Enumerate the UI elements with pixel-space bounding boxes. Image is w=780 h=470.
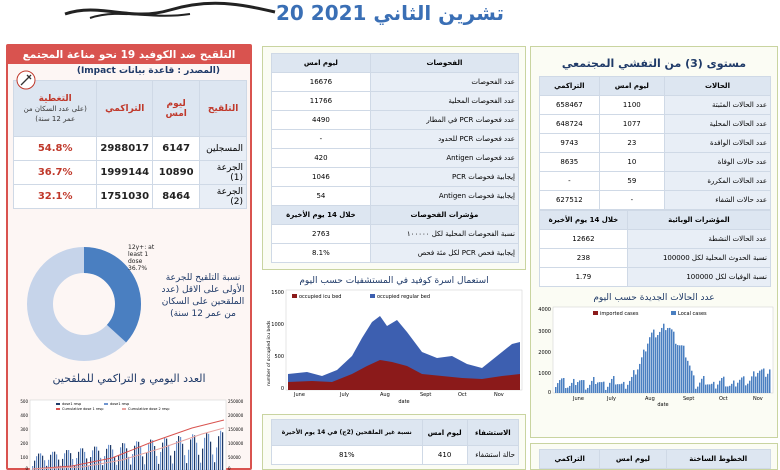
- cases-bar: [695, 389, 697, 393]
- vaccination-bar: [148, 444, 149, 470]
- cases-bar: [697, 387, 699, 393]
- cases-bar: [577, 382, 579, 393]
- cases-bar: [667, 328, 669, 393]
- cases-chart: [531, 303, 779, 407]
- table-row: الجرعة (1) 10890 1999144 36.7%: [14, 161, 247, 185]
- cases-bar: [583, 380, 585, 393]
- cases-bar: [595, 384, 597, 393]
- table-row: عدد الفحوصات 16676: [272, 73, 519, 92]
- vaccination-bar: [156, 456, 157, 470]
- vaccination-bar: [146, 453, 147, 470]
- cases-bar: [623, 382, 625, 393]
- vaccination-bar: [138, 442, 139, 470]
- legend-imported: imported cases: [600, 311, 639, 317]
- cases-bar: [755, 377, 757, 393]
- cases-bar: [747, 384, 749, 393]
- table-row: نسبة الحدوث المحلية لكل 100000 238: [540, 249, 771, 268]
- cases-bar: [555, 387, 557, 393]
- daily-right-tick: 100000: [228, 441, 244, 446]
- legend-local: Local cases: [678, 311, 707, 317]
- cases-bar: [639, 364, 641, 393]
- cases-bar: [767, 374, 769, 393]
- cases-bar: [735, 386, 737, 393]
- daily-left-tick: 500: [20, 399, 28, 404]
- cases-bar: [729, 386, 731, 393]
- donut-label: 12y+: at least 1 dose 36.7%: [128, 244, 155, 272]
- vaccination-bar: [168, 445, 169, 470]
- hospital-month: July: [340, 392, 349, 398]
- vaccination-bar: [178, 436, 179, 470]
- daily-right-tick: 0: [228, 466, 231, 470]
- cases-ytick: 1000: [538, 371, 551, 377]
- vaccination-bar: [172, 464, 173, 470]
- legend-imported-swatch: [593, 311, 598, 315]
- legend-regular: occupied regular bed: [377, 294, 431, 300]
- legend-regular-swatch: [370, 294, 375, 298]
- daily-left-tick: 200: [20, 441, 28, 446]
- vaccination-bar: [102, 465, 103, 470]
- vaccination-bar: [128, 457, 129, 470]
- table-row: عدد حالات الوفاة 10 8635: [540, 153, 771, 172]
- table-row: عدد الحالات المحلية 1077 648724: [540, 115, 771, 134]
- cases-bar: [661, 328, 663, 393]
- vaccination-bar: [92, 450, 93, 470]
- cases-ytick: 2000: [538, 350, 551, 356]
- cases-bar: [763, 369, 765, 393]
- cases-bar: [655, 337, 657, 393]
- cases-bar: [677, 345, 679, 393]
- col-vaccination: التلقيح: [200, 81, 247, 137]
- vaccination-bar: [198, 455, 199, 470]
- cases-bar: [609, 383, 611, 393]
- vaccination-bar: [84, 452, 85, 470]
- daily-left-tick: 300: [20, 427, 28, 432]
- table-row: نسبة الوفيات لكل 100000 1.79: [540, 268, 771, 287]
- cases-bar: [591, 381, 593, 393]
- daily-legend: dose1 resp: [62, 402, 82, 406]
- vaccination-bar: [110, 445, 111, 470]
- cases-bar: [663, 324, 665, 393]
- vaccination-bar: [190, 439, 191, 470]
- cases-bar: [679, 345, 681, 393]
- vaccination-bar: [76, 458, 77, 470]
- cases-bar: [665, 330, 667, 393]
- cases-bar: [565, 388, 567, 393]
- cases-bar: [559, 380, 561, 393]
- vaccination-bar: [186, 463, 187, 470]
- hospital-ytick: 0: [280, 386, 284, 392]
- daily-right-tick: 150000: [228, 427, 244, 432]
- cases-bar: [635, 375, 637, 393]
- hospital-chart-title: استعمال اسرة كوفيد في المستشفيات حسب اليوم: [299, 276, 489, 286]
- vaccination-bar: [192, 434, 193, 470]
- table-row: عدد الحالات المثبتة 1100 658467: [540, 96, 771, 115]
- cases-month: July: [607, 396, 616, 402]
- cases-bar: [765, 377, 767, 393]
- vaccination-title: التلقيح ضد الكوفيد 19 نحو مناعة المجتمع: [8, 46, 250, 64]
- community-level-table: [539, 76, 771, 210]
- vaccination-bar: [108, 445, 109, 470]
- table-row: عدد الحالات المكررة 59 -: [540, 172, 771, 191]
- cases-bar: [627, 385, 629, 393]
- cases-bar: [723, 377, 725, 393]
- cases-bar: [575, 385, 577, 393]
- cases-bar: [757, 373, 759, 393]
- cases-bar: [561, 378, 563, 393]
- cases-bar: [567, 388, 569, 393]
- cases-bar: [597, 382, 599, 393]
- col-cumulative: التراكمي: [540, 77, 600, 96]
- cases-bar: [731, 384, 733, 393]
- cases-bar: [637, 369, 639, 393]
- daily-left-tick: 100: [20, 455, 28, 460]
- cases-bar: [671, 329, 673, 393]
- cases-bar: [621, 384, 623, 393]
- table-row: إيجابية فحص PCR لكل مئة فحص 8.1%: [272, 244, 519, 263]
- cases-bar: [645, 351, 647, 393]
- cases-bar: [617, 384, 619, 393]
- vaccination-bar: [196, 443, 197, 470]
- cases-ytick: 3000: [538, 329, 551, 335]
- hospital-chart-panel: [262, 276, 526, 410]
- vaccination-bar: [208, 434, 209, 470]
- cases-bar: [673, 332, 675, 393]
- cases-ytick: 0: [547, 390, 551, 396]
- daily-legend: Cumulative dose 2 resp: [128, 407, 170, 411]
- community-level-panel: [530, 46, 778, 438]
- vaccination-panel: [6, 44, 252, 470]
- daily-vaccination-chart: [12, 390, 248, 470]
- cases-bar: [713, 382, 715, 393]
- cases-bar: [585, 390, 587, 393]
- vaccination-bar: [162, 443, 163, 470]
- table-row: عدد فحوصات PCR في المطار 4490: [272, 111, 519, 130]
- daily-legend: dose1 resp: [110, 402, 130, 406]
- table-row: نسبة الفحوصات المحلية لكل ١٠٠٠٠٠ 2763: [272, 225, 519, 244]
- vaccination-bar: [182, 444, 183, 470]
- cases-bar: [615, 384, 617, 393]
- table-row: عدد حالات الشفاء - 627512: [540, 191, 771, 210]
- vaccination-bar: [202, 449, 203, 470]
- vaccination-bar: [140, 447, 141, 470]
- vaccination-bar: [96, 447, 97, 470]
- vaccination-bar: [204, 438, 205, 470]
- cases-bar: [761, 369, 763, 393]
- cases-bar: [563, 378, 565, 393]
- col-hospital: الاستشفاء: [467, 420, 518, 446]
- decorative-brush-icon: [60, 0, 280, 24]
- vaccination-bar: [62, 459, 63, 470]
- page-title: 20 تشرين الثاني 2021: [276, 1, 504, 25]
- cases-bar: [737, 383, 739, 393]
- cases-bar: [689, 366, 691, 393]
- cases-bar: [607, 387, 609, 393]
- legend-local-swatch: [671, 311, 676, 315]
- cases-month: Oct: [719, 396, 728, 402]
- cases-bar: [683, 346, 685, 393]
- hospital-ytick: 1500: [271, 290, 284, 296]
- cases-bar: [719, 381, 721, 393]
- legend-icu: occupied icu bed: [299, 294, 342, 300]
- cases-bar: [703, 376, 705, 393]
- cases-bar: [589, 385, 591, 393]
- col-hotlines-yesterday: ليوم امس: [600, 450, 666, 469]
- cases-bar: [633, 370, 635, 393]
- vaccination-bar: [112, 449, 113, 470]
- daily-left-tick: 400: [20, 413, 28, 418]
- vaccination-source: (المصدر : قاعدة بيانات Impact): [76, 66, 220, 76]
- col-hotlines-cumulative: التراكمي: [540, 450, 600, 469]
- col-coverage: التغطية (على عدد السكان من عمر 12 سنة): [14, 81, 97, 137]
- hospital-ytick: 500: [274, 354, 284, 360]
- syringe-icon: [16, 70, 36, 90]
- col-vacc-yesterday: ليوم امس: [153, 81, 200, 137]
- cases-bar: [749, 381, 751, 393]
- col-vacc-cumulative: التراكمي: [97, 81, 153, 137]
- vaccination-bar: [118, 455, 119, 470]
- daily-legend: Cumulative dose 1 resp: [62, 407, 104, 411]
- cases-bar: [659, 332, 661, 393]
- cases-bar: [743, 376, 745, 393]
- vaccination-bar: [184, 455, 185, 470]
- cases-bar: [647, 344, 649, 393]
- daily-right-tick: 200000: [228, 413, 244, 418]
- cases-bar: [681, 345, 683, 393]
- col-tests-yesterday: ليوم امس: [272, 54, 371, 73]
- hospital-month: Nov: [494, 392, 504, 398]
- hospital-xlabel: date: [398, 399, 410, 405]
- table-row: عدد الحالات النشطة 12662: [540, 230, 771, 249]
- vaccination-bar: [188, 450, 189, 470]
- vaccination-bar: [130, 465, 131, 470]
- cases-bar: [721, 378, 723, 393]
- hospital-ytick: 1000: [271, 322, 284, 328]
- table-row: الجرعة (2) 8464 1751030 32.1%: [14, 185, 247, 209]
- daily-right-tick: 50000: [228, 455, 241, 460]
- vaccination-bar: [164, 438, 165, 470]
- col-tests: الفحوصات: [370, 54, 518, 73]
- hospitalization-panel: [262, 414, 526, 470]
- vaccination-bar: [114, 457, 115, 470]
- cases-bar: [739, 380, 741, 393]
- cases-bar: [727, 386, 729, 393]
- hospital-month: Oct: [458, 392, 467, 398]
- vaccination-bar: [218, 436, 219, 470]
- community-level-title: مستوى (3) من التفشي المجتمعي: [561, 57, 747, 70]
- cases-bar: [613, 376, 615, 393]
- vaccination-bar: [176, 441, 177, 470]
- hospital-chart: [262, 286, 526, 406]
- cases-bar: [611, 379, 613, 393]
- tests-table: الفحوصات ليوم امس عدد الفحوصات 16676 عدد الفحوصات المحلية 11766 عدد فحوصات PCR في المطار 4490 عدد فحوصات PCR للحدود - عدد فحوصات Antigen 420 إيجابية فحوصات PCR 1046 إيجابية فحوصات Antigen 54 مؤشرات الفحوصات خلال 14 يوم الأخيرة نسبة الفحوصات المحلية لكل ١٠٠٠٠٠ 2763 إيجابية فحص PCR لكل مئة فحص 8.1%: [271, 53, 519, 263]
- legend-icu-swatch: [292, 294, 297, 298]
- vaccination-bar: [206, 432, 207, 470]
- col-hospital-yesterday: ليوم امس: [422, 420, 467, 446]
- cases-bar: [601, 382, 603, 393]
- vaccination-bar: [68, 450, 69, 470]
- hospital-ylabel: number of occupied icu beds: [267, 320, 272, 386]
- cases-bar: [625, 389, 627, 393]
- cases-bar: [709, 384, 711, 393]
- cases-bar: [573, 379, 575, 393]
- cases-bar: [651, 333, 653, 393]
- cases-bar: [701, 379, 703, 393]
- cases-bar: [759, 371, 761, 393]
- vaccination-bar: [194, 435, 195, 470]
- hotlines-strip: [530, 443, 778, 470]
- vaccination-bar: [36, 456, 37, 470]
- cases-bar: [753, 371, 755, 393]
- vaccination-table: [13, 80, 247, 209]
- cases-bar: [631, 377, 633, 393]
- cases-bar: [571, 383, 573, 393]
- vaccination-bar: [152, 440, 153, 470]
- table-row: حالة استشفاء 410 81%: [272, 446, 519, 465]
- col-cases: الحالات: [665, 77, 771, 96]
- cases-bar: [581, 380, 583, 393]
- vaccination-bar: [174, 451, 175, 470]
- cases-bar: [707, 384, 709, 393]
- cases-month: Aug: [645, 396, 655, 402]
- cases-bar: [599, 382, 601, 393]
- cases-bar: [593, 377, 595, 393]
- cases-bar: [569, 386, 571, 393]
- table-row: عدد فحوصات PCR للحدود -: [272, 130, 519, 149]
- vaccination-bar: [122, 443, 123, 470]
- vaccination-bar: [86, 458, 87, 470]
- table-row: إيجابية فحوصات Antigen 54: [272, 187, 519, 206]
- vaccination-bar: [142, 456, 143, 470]
- cases-month: Sept: [683, 396, 695, 402]
- vaccination-bar: [66, 450, 67, 470]
- cases-bar: [685, 357, 687, 393]
- cases-ytick: 4000: [538, 307, 551, 313]
- hospitalization-table: [271, 419, 519, 465]
- cases-bar: [699, 383, 701, 393]
- vaccination-bar: [220, 431, 221, 470]
- cases-bar: [745, 385, 747, 393]
- cases-bar: [711, 384, 713, 393]
- vaccination-bar: [200, 463, 201, 470]
- cases-bar: [557, 383, 559, 393]
- epi-indicators-table: المؤشرات الوبائية خلال 14 يوم الأخيرة عدد الحالات النشطة 12662 نسبة الحدوث المحلية لكل 100000 238 نسبة الوفيات لكل 100000 1.79: [539, 210, 771, 287]
- col-hotlines: الخطوط الساخنة: [666, 450, 771, 469]
- cases-bar: [649, 337, 651, 393]
- cases-month: Nov: [753, 396, 763, 402]
- cases-bar: [733, 381, 735, 393]
- cases-bar: [751, 376, 753, 393]
- vaccination-bar: [144, 464, 145, 470]
- table-row: عدد الفحوصات المحلية 11766: [272, 92, 519, 111]
- vaccination-bar: [72, 459, 73, 470]
- vaccination-bar: [94, 447, 95, 470]
- cases-month: June: [573, 396, 584, 402]
- col-yesterday: ليوم امس: [599, 77, 664, 96]
- hospital-month: Sept: [420, 392, 432, 398]
- cases-chart-title: عدد الحالات الجديدة حسب اليوم: [593, 293, 715, 303]
- cases-bar: [725, 386, 727, 393]
- cases-bar: [641, 357, 643, 393]
- tests-panel: [262, 46, 526, 270]
- hospital-month: June: [294, 392, 305, 398]
- daily-left-tick: 0: [25, 466, 28, 470]
- vaccination-bar: [150, 440, 151, 470]
- cases-bar: [691, 371, 693, 393]
- vaccination-bar: [90, 457, 91, 470]
- cases-bar: [741, 378, 743, 393]
- cases-bar: [657, 335, 659, 393]
- cases-bar: [619, 384, 621, 393]
- cases-bar: [579, 380, 581, 393]
- cases-bar: [693, 375, 695, 393]
- col-unvaccinated: نسبة غير الملقحين (2ج) في 14 يوم الأخيرة: [272, 420, 423, 446]
- cases-bar: [669, 328, 671, 393]
- cases-xlabel: date: [657, 402, 669, 407]
- table-row: عدد الحالات الوافدة 23 9743: [540, 134, 771, 153]
- vaccination-bar: [212, 454, 213, 470]
- vaccination-bar: [216, 447, 217, 470]
- table-row: إيجابية فحوصات PCR 1046: [272, 168, 519, 187]
- cases-bar: [687, 361, 689, 393]
- table-row: عدد فحوصات Antigen 420: [272, 149, 519, 168]
- cases-bar: [629, 381, 631, 393]
- vaccination-bar: [38, 454, 39, 470]
- vaccination-bar: [120, 447, 121, 470]
- vaccination-bar: [170, 456, 171, 470]
- cases-bar: [587, 388, 589, 393]
- cases-bar: [715, 389, 717, 393]
- vaccination-bar: [160, 452, 161, 470]
- vaccination-bar: [166, 439, 167, 470]
- vaccination-bar: [116, 465, 117, 470]
- vaccination-bar: [222, 432, 223, 470]
- cases-bar: [675, 344, 677, 393]
- daily-right-tick: 250000: [228, 399, 244, 404]
- vaccination-bar: [210, 442, 211, 470]
- vaccination-bar: [124, 443, 125, 470]
- cases-bar: [705, 385, 707, 393]
- cases-bar: [769, 369, 771, 393]
- cases-bar: [643, 350, 645, 393]
- cases-bar: [653, 330, 655, 393]
- cases-bar: [605, 390, 607, 393]
- hospital-month: Aug: [380, 392, 390, 398]
- daily-vaccination-title: العدد اليومي و التراكمي للملقحين: [52, 372, 206, 385]
- vaccination-bar: [214, 462, 215, 470]
- table-row: المسجلين 6147 2988017 54.8%: [14, 137, 247, 161]
- cases-bar: [717, 385, 719, 393]
- vaccination-bar: [158, 464, 159, 470]
- donut-caption: نسبة التلقيح للجرعة الأولى على الاقل (عدد الملقحين على السكان من عمر 12 سنة): [161, 273, 245, 319]
- cases-bar: [603, 382, 605, 393]
- vaccination-bar: [40, 453, 41, 470]
